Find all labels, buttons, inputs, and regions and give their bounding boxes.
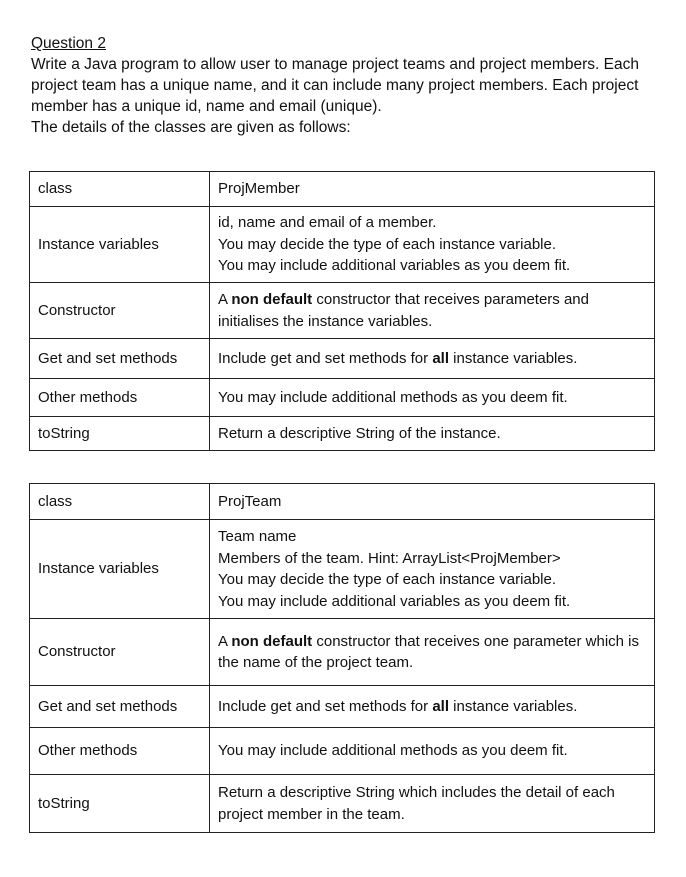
description-text: A <box>218 291 232 308</box>
description-text: constructor that receives parameters and initialises the instance variables. <box>218 291 589 330</box>
emphasis-text: non default <box>231 291 313 308</box>
description-line: You may decide the type of each instance variable. <box>218 235 556 253</box>
row-description <box>210 339 655 379</box>
row-description <box>210 686 655 728</box>
description-text: Include get and set methods for <box>218 349 433 367</box>
table-row <box>30 207 655 283</box>
question-title: Question 2 <box>31 35 106 52</box>
row-description <box>210 619 655 686</box>
table-row <box>30 172 655 207</box>
description-text: instance variables. <box>449 697 578 715</box>
row-description <box>210 283 655 339</box>
description-line: Members of the team. Hint: ArrayList<ProjMember> <box>218 549 561 567</box>
table-row <box>30 417 655 451</box>
table-row <box>30 283 655 339</box>
row-label: Instance variables <box>30 520 210 619</box>
intro-paragraph: The details of the classes are given as follows: <box>31 119 351 136</box>
table-row <box>30 484 655 520</box>
row-description: You may include additional methods as you deem fit. <box>210 728 655 775</box>
row-label: toString <box>30 775 210 833</box>
description-text: instance variables. <box>449 349 578 367</box>
description-text: A <box>218 632 232 650</box>
projteam-spec-table <box>29 483 655 833</box>
emphasis-text: non default <box>231 632 313 650</box>
intro-paragraph: Write a Java program to allow user to manage project teams and project members. Each project team has a unique name, and it can include many project members. Each project member has a unique id, name and email (unique). <box>31 56 639 115</box>
row-label: Other methods <box>30 728 210 775</box>
table-row <box>30 520 655 619</box>
emphasis-text: all <box>432 349 449 367</box>
table-row <box>30 379 655 417</box>
row-description <box>210 520 655 619</box>
row-label: Instance variables <box>30 207 210 283</box>
table-row <box>30 728 655 775</box>
row-label: Constructor <box>30 283 210 339</box>
row-label: Constructor <box>30 619 210 686</box>
row-label: Get and set methods <box>30 339 210 379</box>
row-description <box>210 207 655 283</box>
row-description: Return a descriptive String which includes the detail of each project member in the team. <box>210 775 655 833</box>
description-line: Team name <box>218 528 297 545</box>
row-description: You may include additional methods as you deem fit. <box>210 379 655 417</box>
description-line: You may decide the type of each instance variable. <box>218 571 556 588</box>
class-name: ProjMember <box>210 172 655 207</box>
table-row <box>30 775 655 833</box>
emphasis-text: all <box>432 697 449 715</box>
table-row <box>30 686 655 728</box>
description-line: You may include additional variables as you deem fit. <box>218 592 571 610</box>
row-label: class <box>30 484 210 520</box>
projmember-spec-table <box>29 171 655 451</box>
row-label: class <box>30 172 210 207</box>
row-description: Return a descriptive String of the instance. <box>210 417 655 451</box>
description-text: constructor that receives one parameter which is the name of the project team. <box>218 632 640 671</box>
description-line: id, name and email of a member. <box>218 214 437 232</box>
table-row <box>30 619 655 686</box>
table-row <box>30 339 655 379</box>
row-label: toString <box>30 417 210 451</box>
class-name: ProjTeam <box>210 484 655 520</box>
row-label: Get and set methods <box>30 686 210 728</box>
row-label: Other methods <box>30 379 210 417</box>
description-line: You may include additional variables as you deem fit. <box>218 257 571 275</box>
question-intro <box>31 54 671 138</box>
description-text: Include get and set methods for <box>218 697 433 715</box>
